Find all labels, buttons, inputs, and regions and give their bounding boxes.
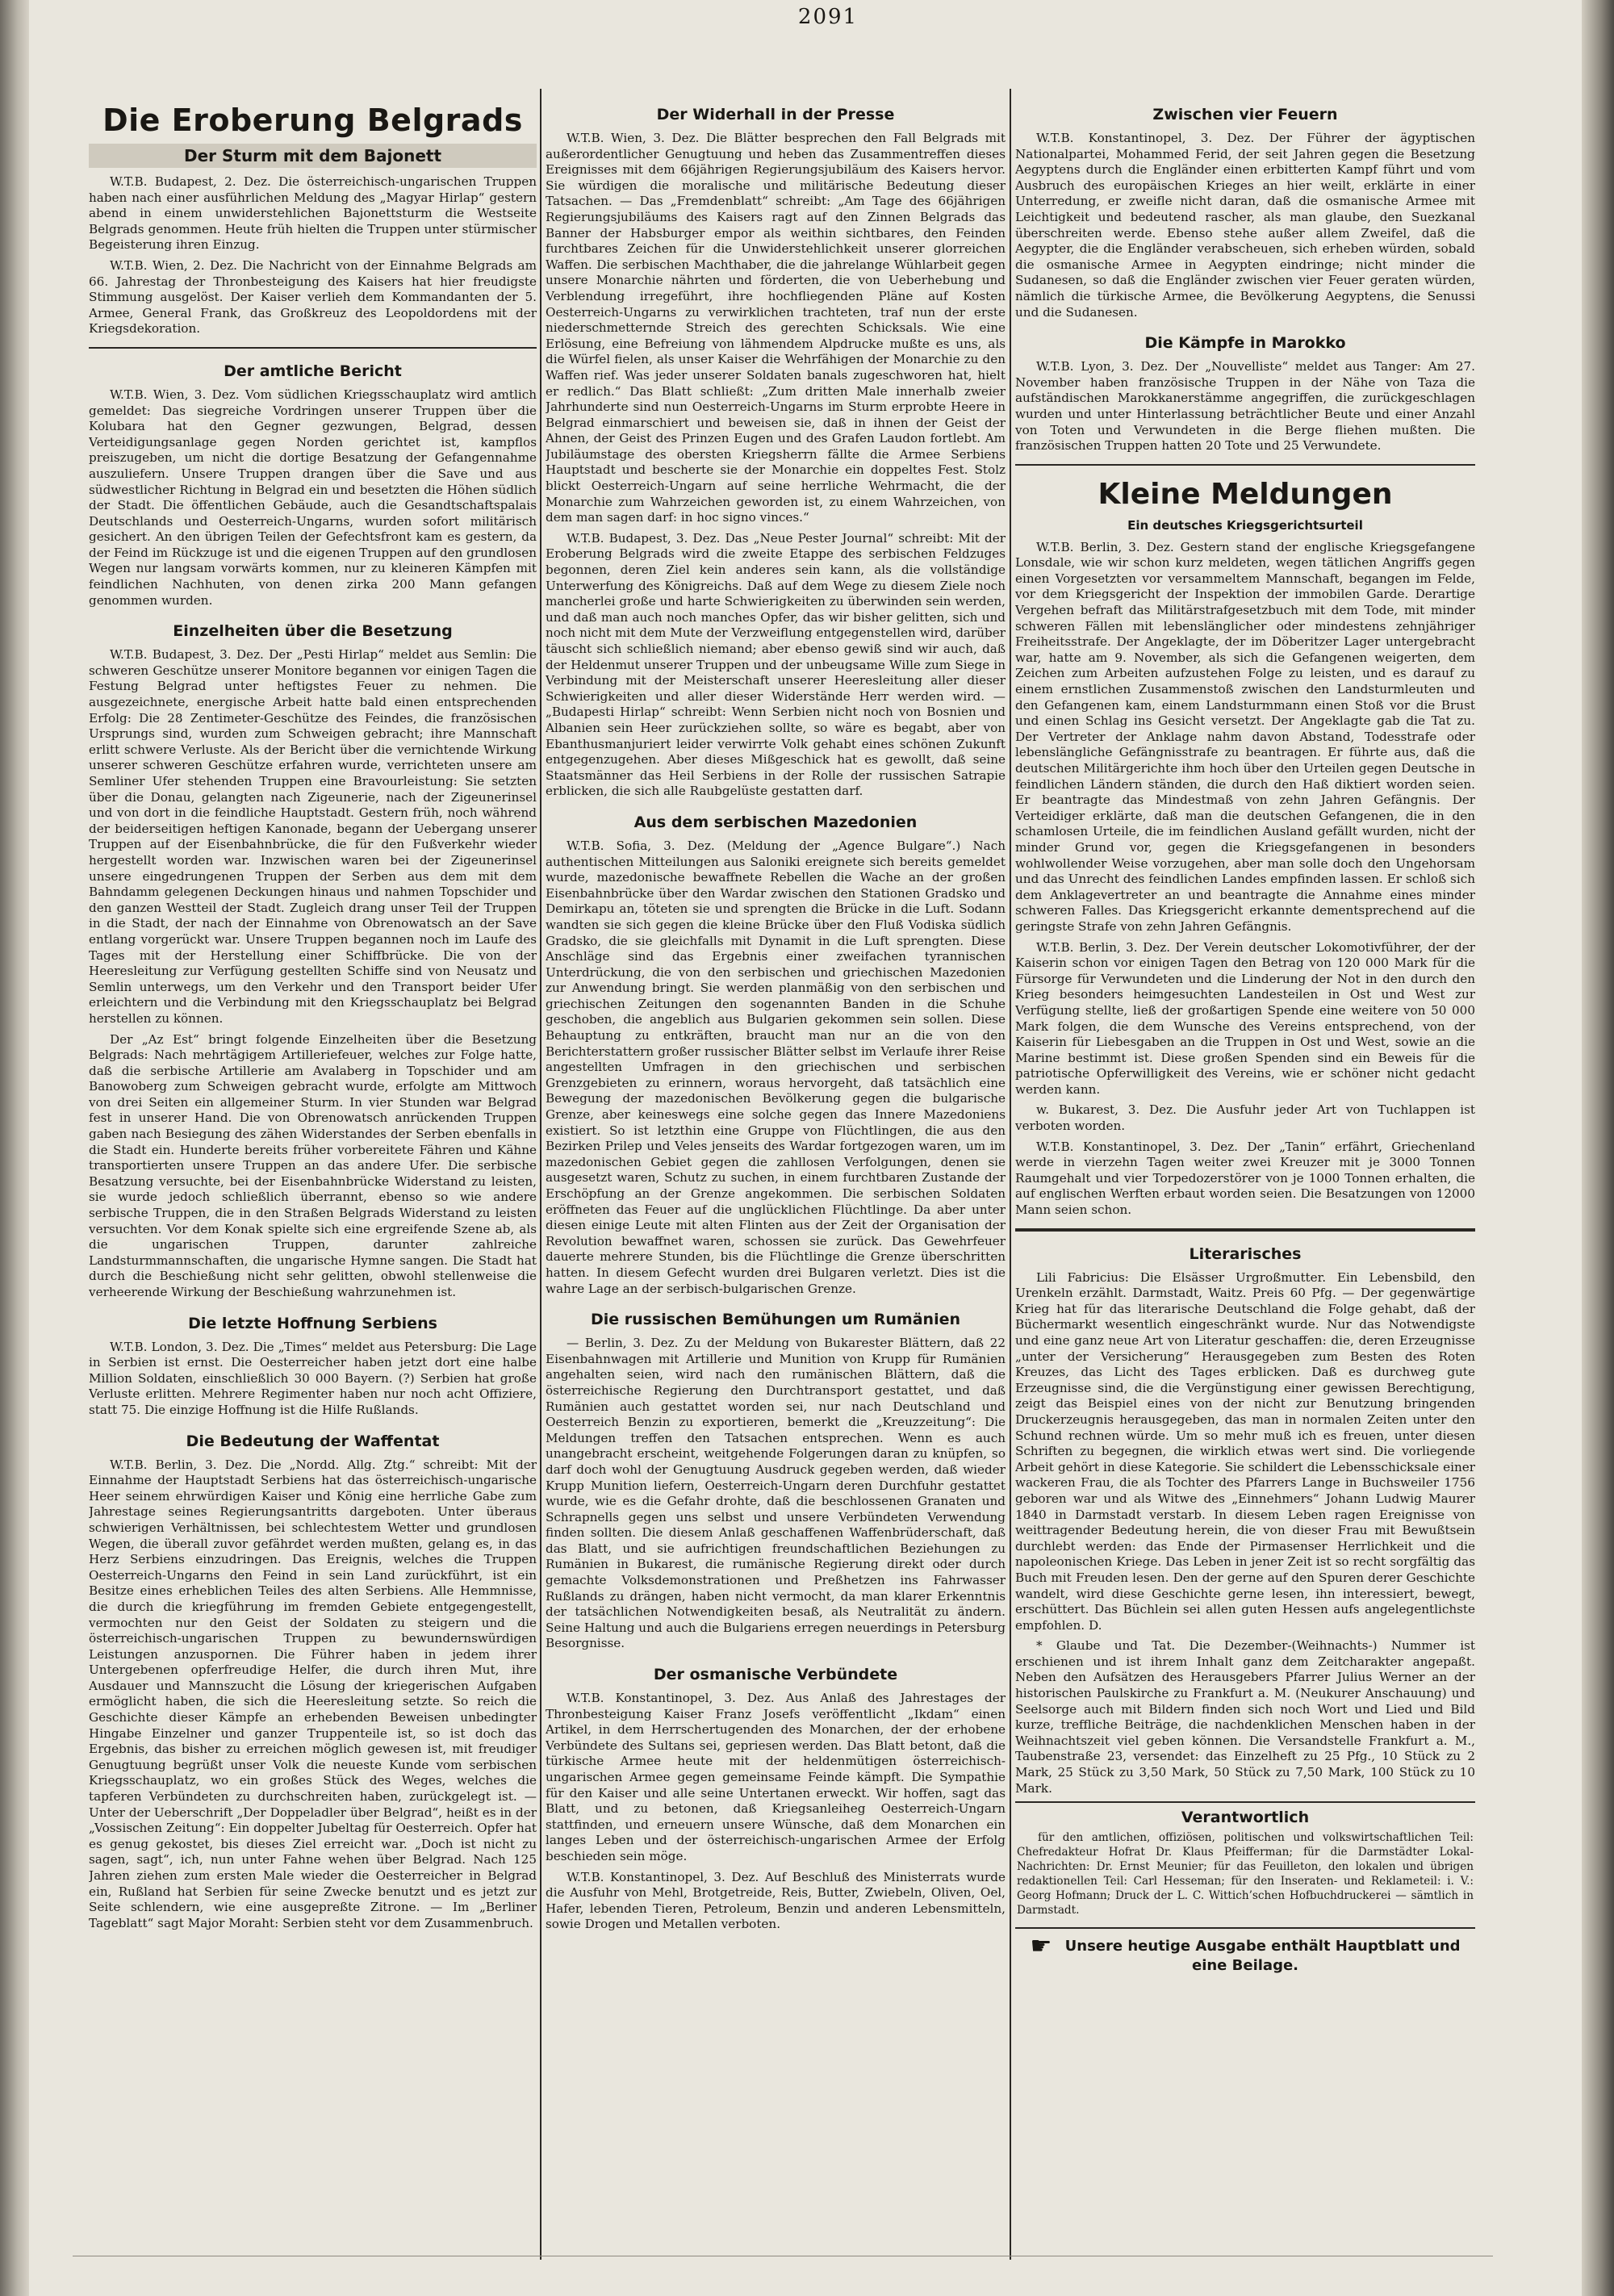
article-paragraph: — Berlin, 3. Dez. Zu der Meldung von Bukarester Blättern, daß 22 Eisenbahnwagen mit Artillerie und Munition von Krupp für Rumänien angehalten seien, wird nach den rumänischen Blättern, daß die österreichische Regierung den Durchtransport gestattet, und daß Rumänien auch gestattet worden sei, nur nach Deutschland und Oesterreich Benzin zu exportieren, bemerkt die „Kreuzzeitung“: Die Meldungen treffen den Tatsachen entsprechen. Wenn es auch unangebracht erscheint, weitgehende Folgerungen daran zu knüpfen, so darf doch wohl der Genugtuung Ausdruck gegeben werden, daß wieder Krupp Munition liefern, Oesterreich-Ungarn deren Durchfuhr gestattet wurde, wie es die Gefahr drohte, daß die beschlossenen Granaten und Schrapnells gegen uns selbst und unsere Verbündeten Verwendung finden sollten. Die diesem Anlaß geschaffenen Waffenbrüderschaft, daß das Blatt, und sie aufrichtigen freundschaftlichen Beziehungen zu Rumänien in Bukarest, die rumänische Regierung direkt oder durch gemachte Volksdemonstrationen und Preßhetzen ins Fahrwasser Rußlands zu drängen, haben nicht vermocht, da man klarer Erkenntnis der tatsächlichen Notwendigkeiten besaß, als Neutralität zu ändern. Seine Haltung und auch die Bulgariens erregen neuerdings in Petersburg Besorgnisse.	[546, 1336, 1006, 1651]
column-1	[89, 89, 537, 2260]
article-paragraph: W.T.B. Konstantinopel, 3. Dez. Der „Tanin“ erfährt, Griechenland werde in vierzehn Tagen weiter zwei Kreuzer mit je 3000 Tonnen Raumgehalt und vier Torpedozerstörer von je 1000 Tonnen erhalten, die auf englischen Werften erbaut worden seien. Die Besatzungen von 12000 Mann seien schon.	[1015, 1139, 1475, 1218]
column-3	[1015, 89, 1475, 2260]
section-divider	[89, 347, 537, 349]
page-edge-right	[1582, 0, 1614, 2296]
section-heading: Einzelheiten über die Besetzung	[173, 622, 453, 641]
section-heading: Der Widerhall in der Presse	[656, 106, 895, 123]
column-rule-1	[540, 89, 541, 2260]
kleine-meldungen-heading: Kleine Meldungen	[1098, 477, 1393, 511]
article-paragraph: W.T.B. London, 3. Dez. Die „Times“ meldet aus Petersburg: Die Lage in Serbien ist ernst. Die Oesterreicher haben jetzt dort eine halbe Million Soldaten, einschließlich 30 000 Bayern. (?) Serbien hat große Verluste erlitten. Mehrere Regimenter haben nur noch acht Offiziere, statt 75. Die einzige Hoffnung ist die Hilfe Rußlands.	[89, 1339, 537, 1417]
literarisches-heading: Literarisches	[1189, 1244, 1302, 1263]
article-paragraph: W.T.B. Konstantinopel, 3. Dez. Auf Beschluß des Ministerrats wurde die Ausfuhr von Mehl, Brotgetreide, Reis, Butter, Zwiebeln, Oliven, Oel, Hafer, lebenden Tieren, Petroleum, Benzin und anderen Lebensmitteln, sowie Drogen und Metallen verboten.	[546, 1869, 1006, 1932]
article-paragraph: W.T.B. Sofia, 3. Dez. (Meldung der „Agence Bulgare“.) Nach authentischen Mitteilungen aus Saloniki ereignete sich bereits gemeldet wurde, mazedonische bewaffnete Rebellen die Wache an der großen Eisenbahnbrücke über den Wardar zwischen den Stationen Gradsko und Demirkapu an, töteten sie und sprengten die Brücke in die Luft. Sodann wandten sie sich gegen die kleine Brücke über den Fluß Vodiska südlich Gradsko, die sie gleichfalls mit Dynamit in die Luft sprengten. Diese Anschläge sind das Ergebnis einer zweifachen tyrannischen Unterdrückung, die von den serbischen und griechischen Mazedonien zur Anwendung bringt. Sie werden planmäßig von den serbischen und griechischen Zeitungen den sogenannten Banden in die Schuhe geschoben, die angeblich aus Bulgarien gekommen sein sollen. Diese Behauptung zu entkräften, braucht man nur an die von den Berichterstattern großer russischer Blätter selbst im Verlaufe ihrer Reise angestellten Umfragen in den griechischen und serbischen Grenzgebieten zu erinnern, woraus hervorgeht, daß tatsächlich eine Bewegung der mazedonischen Bevölkerung gegen die bulgarische Grenze, aber keineswegs eine solche gegen das Innere Mazedoniens existiert. So ist letzthin eine Gruppe von Flüchtlingen, die aus den Bezirken Prilep und Veles jenseits des Wardar fortgezogen waren, um im mazedonischen Gebiet gegen die zahllosen Verfolgungen, denen sie ausgesetzt waren, Schutz zu suchen, in einem furchtbaren Zustande der Erschöpfung an der Grenze angekommen. Die serbischen Soldaten eröffneten das Feuer auf die unglücklichen Flüchtlinge. Da aber unter diesen einige Leute mit alten Flinten aus der Zeit der Organisation der Revolution bewaffnet waren, schossen sie zurück. Das Gewehrfeuer dauerte mehrere Stunden, bis die Flüchtlinge die Grenze überschritten hatten. In diesem Gefecht wurden drei Bulgaren verletzt. Dies ist die wahre Lage an der serbisch-bulgarischen Grenze.	[546, 838, 1006, 1296]
article-paragraph: W.T.B. Wien, 3. Dez. Vom südlichen Kriegsschauplatz wird amtlich gemeldet: Das siegreiche Vordringen unserer Truppen über die Kolubara hat den Gegner gezwungen, Belgrad, dessen Verteidigungsanlage gegen Norden gerichtet ist, kampflos preiszugeben, um nicht die dortige Besatzung der Gefangennahme auszuliefern. Unsere Truppen drangen über die Save und aus südwestlicher Richtung in Belgrad ein und besetzten die Höhen südlich der Stadt. Die öffentlichen Gebäude, auch die Gesandtschaftspalais Deutschlands und Oesterreich-Ungarns, wurden sofort militärisch gesichert. An den übrigen Teilen der Gefechtsfront kam es gestern, da der Feind im Rückzuge ist und die eigenen Truppen auf den grundlosen Wegen nur langsam vorwärts kommen, nur zu kleineren Kämpfen mit feindlichen Nachhuten, von denen zirka 200 Mann gefangen genommen wurden.	[89, 387, 537, 608]
article-paragraph: W.T.B. Konstantinopel, 3. Dez. Aus Anlaß des Jahrestages der Thronbesteigung Kaiser Franz Josefs veröffentlicht „Ikdam“ einen Artikel, in dem Herrschertugenden des Monarchen, der der erhobene Verbündete des Sultans sei, gepriesen werden. Das Blatt betont, daß die türkische Armee heute mit der heldenmütigen österreichisch-ungarischen Armee gegen gemeinsame Feinde kämpft. Die Sympathie für den Kaiser und alle seine Untertanen erweckt. Wir hoffen, sagt das Blatt, und zu betonen, daß Kriegsanleiheg Oesterreich-Ungarn stattfinden, und erneuern unsere Wünsche, daß dem Monarchen ein langes Leben und der österreichisch-ungarischen Armee der Erfolg beschieden sein möge.	[546, 1691, 1006, 1863]
subheading-kriegsgericht: Ein deutsches Kriegsgerichtsurteil	[1127, 517, 1363, 533]
article-paragraph: W.T.B. Berlin, 3. Dez. Der Verein deutscher Lokomotivführer, der der Kaiserin schon vor einigen Tagen den Betrag von 120 000 Mark für die Fürsorge für Verwundeten und die Linderung der Not in den durch den Krieg besonders heimgesuchten Landesteilen in Ost und West zur Verfügung stellte, ließ der großartigen Spende eine weitere von 50 000 Mark folgen, die dem Wunsche des Vereins entsprechend, von der Kaiserin für Liebesgaben an die Truppen in Ost und West, sowie an die Marine bestimmt ist. Diese großen Spenden sind ein Beweis für die patriotische Opferwilligkeit des Vereins, wie er schöner nicht gedacht werden kann.	[1015, 939, 1475, 1097]
column-rule-2	[1010, 89, 1011, 2260]
main-headline: Die Eroberung Belgrads	[102, 102, 523, 138]
imprint-box	[1015, 1801, 1475, 1929]
section-heading: Die Bedeutung der Waffentat	[186, 1432, 440, 1450]
article-paragraph: W.T.B. Budapest, 3. Dez. Das „Neue Pester Journal“ schreibt: Mit der Eroberung Belgrads wird die zweite Etappe des serbischen Feldzuges begonnen, deren Ziel kein anderes sein kann, als die vollständige Unterwerfung des Königreichs. Daß auf dem Wege zu diesem Ziele noch mancherlei große und harte Schwierigkeiten zu überwinden sein werden, und daß man auch noch manches Opfer, das wir bisher gelitten, sich und noch nicht mit dem Mute der Verzweiflung entgegenstellen wird, darüber täuscht sich schließlich niemand; aber ebenso gewiß sind wir auch, daß der Heldenmut unserer Truppen und der unbeugsame Wille zum Siege in Verbindung mit der Meisterschaft unserer Heeresleitung aller dieser Schwierigkeiten und aller dieser Widerstände Herr werden wird. — „Budapesti Hirlap“ schreibt: Wenn Serbien nicht noch von Bosnien und Albanien sein Heer zurückziehen sollte, so wäre es begabt, aber von Ebanthusmanjuriert leider verwirrte Volk gehabt eines schönen Zukunft entgegenzugehen. Aber dieses Mißgeschick hat es gewollt, daß seine Staatsmänner das Heil Serbiens in der Rolle der russischen Satrapie erblicken, die sich alle Raubgelüste gestatten darf.	[546, 530, 1006, 799]
article-paragraph: Lili Fabricius: Die Elsässer Urgroßmutter. Ein Lebensbild, den Urenkeln erzählt. Darmstadt, Waitz. Preis 60 Pfg. — Der gegenwärtige Krieg hat für das literarische Deutschland die Folge gehabt, daß der Büchermarkt wesentlich eingeschränkt wurde. Nur das Notwendigste und eine ganz neue Art von Literatur geschaffen: die, deren Erzeugnisse „unter der Versicherung“ Herausgegeben zum Besten des Roten Kreuzes, das Licht des Tages erblicken. Daß es durchweg gute Erzeugnisse sind, die die Vergünstigung einer gewissen Berechtigung, zeigt das Beispiel eines von der nicht zur Benutzung bringenden Druckerzeugnis herausgegeben, das man in normalen Zeiten unter den Schund rechnen würde. Um so mehr muß ich es freuen, unter diesen Schriften zu begegnen, die wirklich etwas wert sind. Die vorliegende Arbeit gehört in diese Kategorie. Sie schildert die Lebensschicksale einer wackeren Frau, die als Tochter des Pfarrers Lange in Buchsweiler 1756 geboren war und als Witwe des „Einnehmers“ Johann Ludwig Maurer 1840 in Darmstadt verstarb. In diesem Leben ragen Ereignisse von weittragender Bedeutung herein, die von dieser Frau mit Bewußtsein durchlebt werden: das Ende der Pirmasenser Herrlichkeit und die napoleonischen Kriege. Das Leben in jener Zeit ist so recht sorgfältig das Buch mit Freuden lesen. Den der gerne auf den Spuren derer Geschichte wandelt, wird diese Geschichte gerne lesen, ihn interessiert, bewegt, erschüttert. Das Büchlein sei allen guten Hessen aufs angelegentlichste empfohlen. D.	[1015, 1269, 1475, 1633]
closing-text: Unsere heutige Ausgabe enthält Hauptblatt und eine Beilage.	[1064, 1938, 1461, 1975]
column-2	[546, 89, 1006, 2260]
article-paragraph: W.T.B. Budapest, 3. Dez. Der „Pesti Hirlap“ meldet aus Semlin: Die schweren Geschütze unserer Monitore begannen vor einigen Tagen die Festung Belgrad unter heftigstes Feuer zu nehmen. Die ausgezeichnete, energische Arbeit hatte bald einen entsprechenden Erfolg: Die 28 Zentimeter-Geschütze des Feindes, die französischen Ursprungs sind, wurden zum Schweigen gebracht; ihre Mannschaft erlitt schwere Verluste. Als der Bericht über die vernichtende Wirkung unserer schweren Geschütze erfahren wurde, verrichteten unsere am Semliner Ufer stehenden Truppen eine Bravourleistung: Sie setzten über die Donau, gelangten nach Zigeunerie, nach der Zigeunerinsel und von dort in die feindliche Hauptstadt. Gestern früh, noch während der beiderseitigen heftigen Kanonade, begann der Uebergang unserer Truppen auf der Eisenbahnbrücke, die für den Fußverkehr wieder hergestellt worden war. Inzwischen waren bei der Zigeunerinsel unsere eingedrungenen Truppen der Serben aus dem mit dem Bahndamm gelegenen Deckungen hinaus und nahmen Topschider und den ganzen Westteil der Stadt. Zugleich drang unser Teil der Truppen in die Stadt, der nach der Einnahme von Obrenowatsch an der Save entlang vorgerückt war. Unsere Truppen begannen noch im Laufe des Tages mit der Herstellung einer Schiffbrücke. Die von der Heeresleitung zur Verfügung gestellten Schiffe sind von Neusatz und Semlin unterwegs, um den Verkehr und den Transport beider Ufer erleichtern und die Verbindung mit den Kriegsschauplatz bei Belgrad herstellen zu können.	[89, 647, 537, 1026]
article-paragraph: W.T.B. Wien, 3. Dez. Die Blätter besprechen den Fall Belgrads mit außerordentlicher Genugtuung und heben das Zusammentreffen dieses Ereignisses mit dem 66jährigen Regierungsjubiläum des Kaisers hervor. Sie würdigen die moralische und militärische Bedeutung dieser Tatsachen. — Das „Fremdenblatt“ schreibt: „Am Tage des 66jährigen Regierungsjubiläums des Kaisers ragt auf den Zinnen Belgrads das Banner der Habsburger empor als weithin sichtbares, den Feinden furchtbares Zeichen für die Unwiderstehlichkeit unserer glorreichen Waffen. Die serbischen Machthaber, die die jahrelange Wühlarbeit gegen unsere Monarchie nährten und förderten, die von Ueberhebung und Verblendung irregeführt, ihre hochfliegenden Pläne auf Kosten Oesterreich-Ungarns zu verwirklichen trachteten, traf nun der erste niederschmetternde Streich des gerechten Schicksals. Wie eine Erlösung, eine Befreiung von lähmendem Alpdrucke mußte es uns, als die Würfel fielen, als unser Kaiser die Wehrfähigen der Monarchie zu den Waffen rief. Was jeder unserer Soldaten banals zugeschworen hat, hielt er redlich.“ Das Blatt schließt: „Zum dritten Male innerhalb zweier Jahrhunderte sind nun Oesterreich-Ungarns im Sturm erprobte Heere in Belgrad einmarschiert und beweisen sie, daß in ihnen der Geist der Ahnen, der Geist des Prinzen Eugen und des Grafen Laudon fortlebt. Am Jubiläumstage des obersten Kriegsherrn fällte die Armee Serbiens Hauptstadt und bescherte sie der Monarchie ein doppeltes Fest. Stolz blickt Oesterreich-Ungarn auf seine herrliche Wehrmacht, die der Monarchie zum Wahrzeichen geworden ist, zu einem Wahrzeichen, von dem man sagen darf: in hoc signo vinces.“	[546, 131, 1006, 525]
section-divider	[1015, 464, 1475, 466]
section-heading: Zwischen vier Feuern	[1152, 106, 1338, 123]
article-paragraph: W.T.B. Konstantinopel, 3. Dez. Der Führer der ägyptischen Nationalpartei, Mohammed Ferid, der seit Jahren gegen die Besetzung Aegyptens durch die Engländer einen erbitterten Kampf führt und vom Ausbruch des europäischen Krieges an hier weilt, erklärte in einer Unterredung, er zweifle nicht daran, daß die osmanische Armee mit Leichtigkeit und bedeutend rascher, als man glaube, den Suezkanal überschreiten werde. Ebenso stehe außer allem Zweifel, daß die Aegypter, die die Engländer verabscheuen, sich erheben würden, sobald die osmanische Armee in Aegypten eindringe; nicht minder die Sudanesen, so daß die Engländer zwischen vier Feuer geraten würden, nämlich die türkische Armee, die Bevölkerung Aegyptens, die Senussi und die Sudanesen.	[1015, 131, 1475, 320]
imprint-text: für den amtlichen, offiziösen, politischen und volkswirtschaftlichen Teil: Chefredakteur Hofrat Dr. Klaus Pfeifferman; für die Darmstädter Lokal-Nachrichten: Dr. Ernst Meunier; für das Feuilleton, den lokalen und übrigen redaktionellen Teil: Carl Hesseman; für den Inseraten- und Reklameteil: i. V.: Georg Hofmann; Druck der L. C. Wittich’schen Hofbuchdruckerei — sämtlich in Darmstadt.	[1017, 1831, 1474, 1918]
article-paragraph: w. Bukarest, 3. Dez. Die Ausfuhr jeder Art von Tuchlappen ist verboten worden.	[1015, 1102, 1475, 1134]
article-paragraph: W.T.B. Wien, 2. Dez. Die Nachricht von der Einnahme Belgrads am 66. Jahrestag der Thronbesteigung des Kaisers hat hier freudigste Stimmung ausgelöst. Der Kaiser verlieh dem Kommandanten der 5. Armee, General Frank, das Großkreuz des Leopoldordens mit der Kriegsdekoration.	[89, 257, 537, 337]
article-paragraph: W.T.B. Berlin, 3. Dez. Die „Nordd. Allg. Ztg.“ schreibt: Mit der Einnahme der Hauptstadt Serbiens hat das österreichisch-ungarische Heer seinem ehrwürdigen Kaiser und König eine herrliche Gabe zum Jahrestage seines Regierungsantritts dargeboten. Unter überaus schwierigen Verhältnissen, bei schlechtestem Wetter und grundlosen Wegen, die überall zuvor gefährdet werden mußten, gelang es, in das Herz Serbiens einzudringen. Das Ereignis, welches die Truppen Oesterreich-Ungarns den Feind in sein Land zurückführt, ist ein Besitze eines erheblichen Teiles des alten Serbiens. Alle Hemmnisse, die durch die kriegführung im fremden Gebiete entgegengestellt, vermochten nur den Geist der Soldaten zu steigern und die österreichisch-ungarischen Truppen zu bewundernswürdigen Leistungen anzuspornen. Die Führer haben in jedem ihrer Untergebenen opferfreudige Helfer, die durch ihren Mut, ihre Ausdauer und Mannszucht die Lösung der kriegerischen Aufgaben ermöglicht haben, die sich die Heeresleitung setzte. So reich die Geschichte dieser Kämpfe an erhebenden Beweisen unbedingter Hingabe Einzelner und ganzer Truppenteile ist, so ist doch das Ergebnis, das bisher zu erreichen möglich gewesen ist, mit freudiger Genugtuung begrüßt unser Volk die neueste Kunde vom serbischen Kriegsschauplatz, wo ein großes Stück des Weges, welches die tapferen Verbündeten zu durchschreiten haben, zurückgelegt ist. — Unter der Ueberschrift „Der Doppeladler über Belgrad“, heißt es in der „Vossischen Zeitung“: Ein doppelter Jubeltag für Oesterreich. Opfer hat es genug gekostet, bis dieses Ziel erreicht war. „Doch ist nicht zu sagen, sagt“, ich, nun unter Fahne wehen über Belgrad. Nach 125 Jahren ziehen zum ersten Male wieder die Oesterreicher in Belgrad ein, Rußland hat Serbien für seine Zwecke benutzt und es jetzt zur Seite schlendern, wie eine ausgepreßte Zitrone. — Im „Berliner Tageblatt“ sagt Major Moraht: Serbien steht vor dem Zusammenbruch.	[89, 1457, 537, 1930]
page-number: 2091	[797, 5, 859, 29]
pointing-hand-icon: ☛	[1030, 1932, 1052, 1961]
section-heading: Der amtliche Bericht	[224, 362, 402, 380]
section-heading: Die russischen Bemühungen um Rumänien	[590, 1311, 960, 1329]
binding-shadow-left	[0, 0, 29, 2296]
section-heading: Die letzte Hoffnung Serbiens	[188, 1314, 437, 1332]
section-divider	[1015, 1228, 1475, 1232]
article-paragraph: * Glaube und Tat. Die Dezember-(Weihnachts-) Nummer ist erschienen und ist ihrem Inhalt ganz dem Zeitcharakter angepaßt. Neben den Aufsätzen des Herausgebers Pfarrer Julius Werner an der historischen Paulskirche zu Frankfurt a. M. (Neukurer Anschauung) und Seelsorge auch mit Bildern finden sich noch Wort und Lied und Bild kurze, treffliche Beiträge, die nachdenklichen Menschen haben in der Weihnachtszeit viel geben können. Die Versandstelle Frankfurt a. M., Taubenstraße 23, versendet: das Einzelheft zu 25 Pfg., 10 Stück zu 2 Mark, 25 Stück zu 3,50 Mark, 50 Stück zu 7,50 Mark, 100 Stück zu 10 Mark.	[1015, 1638, 1475, 1796]
subheadline-bajonett: Der Sturm mit dem Bajonett	[89, 144, 537, 168]
article-paragraph: Der „Az Est“ bringt folgende Einzelheiten über die Besetzung Belgrads: Nach mehrtägigem Artilleriefeuer, welches zur Folge hatte, daß die serbische Artillerie am Avalaberg in Topschider und am Banowoberg zum Schweigen gebracht wurde, erfolgte am Mittwoch von drei Seiten ein allgemeiner Sturm. In vier Stunden war Belgrad fest in unserer Hand. Die von Obrenowatsch anrückenden Truppen gaben nach Besiegung des zähen Widerstandes der Serben ebenfalls in die Stadt ein. Hunderte bereits früher vorbereitete Fähren und Kähne transportierten unsere Truppen an das andere Ufer. Die serbische Besatzung versuchte, bei der Eisenbahnbrücke Widerstand zu leisten, sie wurde jedoch schließlich überrannt, ebenso so wie andere serbische Truppen, die in den Straßen Belgrads Widerstand zu leisten versuchten. Vor dem Konak spielte sich eine ergreifende Szene ab, als die ungarischen Truppen, darunter zahlreiche Landsturmmannschaften, die ungarische Hymne sangen. Die Stadt hat durch die Beschießung nicht sehr gelitten, obwohl stellenweise die verheerende Wirkung der Beschießung wahrzunehmen ist.	[89, 1031, 537, 1299]
closing-note	[1015, 1932, 1475, 1976]
section-heading: Der osmanische Verbündete	[653, 1666, 898, 1684]
article-paragraph: W.T.B. Berlin, 3. Dez. Gestern stand der englische Kriegsgefangene Lonsdale, wie wir schon kurz meldeten, wegen tätlichen Angriffs gegen einen Vorgesetzten vor versammeltem Mannschaft, begangen im Felde, vor dem Kriegsgericht der Inspektion der immobilen Garde. Derartige Vergehen befraft das Militärstrafgesetzbuch mit dem Tode, mit minder schweren Fällen mit lebenslänglicher oder mindestens zehnjähriger Freiheitsstrafe. Der Angeklagte, der im Döberitzer Lager untergebracht war, hatte am 9. November, als sich die Gefangenen weigerten, dem Zeichen zum Arbeiten aufzustehen Folge zu leisten, und es darauf zu einem ernstlichen Zusammenstoß zwischen den Landsturmleuten und den Gefangenen kam, einem Landsturmmann einen Stoß vor die Brust und einen Schlag ins Gesicht versetzt. Der Angeklagte gab die Tat zu. Der Vertreter der Anklage nahm davon Abstand, Todesstrafe oder lebenslängliche Gefängnisstrafe zu beantragen. Er führte aus, daß die deutschen Militärgerichte ihm hoch über den Urteilen gegen Deutsche in feindlichen Ländern ständen, die durch den Haß diktiert worden seien. Er beantragte das Mindestmaß von zehn Jahren Gefängnis. Der Verteidiger erklärte, daß man die deutschen Gefangenen, die in den schamlosen Urteile, die im feindlichen Ausland gefällt wurden, nicht der minder Grund vor, gegen die Kriegsgefangenen in besonders wohlwollender Weise vorzugehen, aber man solle doch den Ungehorsam und das Unrecht des feindlichen Landes empfinden lassen. Er schloß sich dem Anklagevertreter an und beantragte die Annahme eines minder schweren Falles. Das Kriegsgericht erkannte dementsprechend auf die geringste Strafe von zehn Jahren Gefängnis.	[1015, 539, 1475, 934]
article-paragraph: W.T.B. Budapest, 2. Dez. Die österreichisch-ungarischen Truppen haben nach einer ausführlichen Meldung des „Magyar Hirlap“ gestern abend in einem unwiderstehlichen Bajonettsturm die Westseite Belgrads genommen. Heute früh hielten die Truppen unter stürmischer Begeisterung ihren Einzug.	[89, 174, 537, 253]
section-heading: Aus dem serbischen Mazedonien	[633, 813, 918, 831]
verantwortlich-heading: Verantwortlich	[1181, 1809, 1310, 1827]
bottom-margin	[73, 2256, 1493, 2289]
section-heading: Die Kämpfe in Marokko	[1144, 334, 1346, 353]
article-paragraph: W.T.B. Lyon, 3. Dez. Der „Nouvelliste“ meldet aus Tanger: Am 27. November haben französische Truppen in der Nähe von Taza die aufständischen Marokkanerstämme angegriffen, die zurückgeschlagen wurden und unter Hinterlassung beträchtlicher Beute und einer Anzahl von Toten und Verwundeten in die Berge fliehen mußten. Die französischen Truppen hatten 20 Tote und 25 Verwundete.	[1015, 359, 1475, 454]
